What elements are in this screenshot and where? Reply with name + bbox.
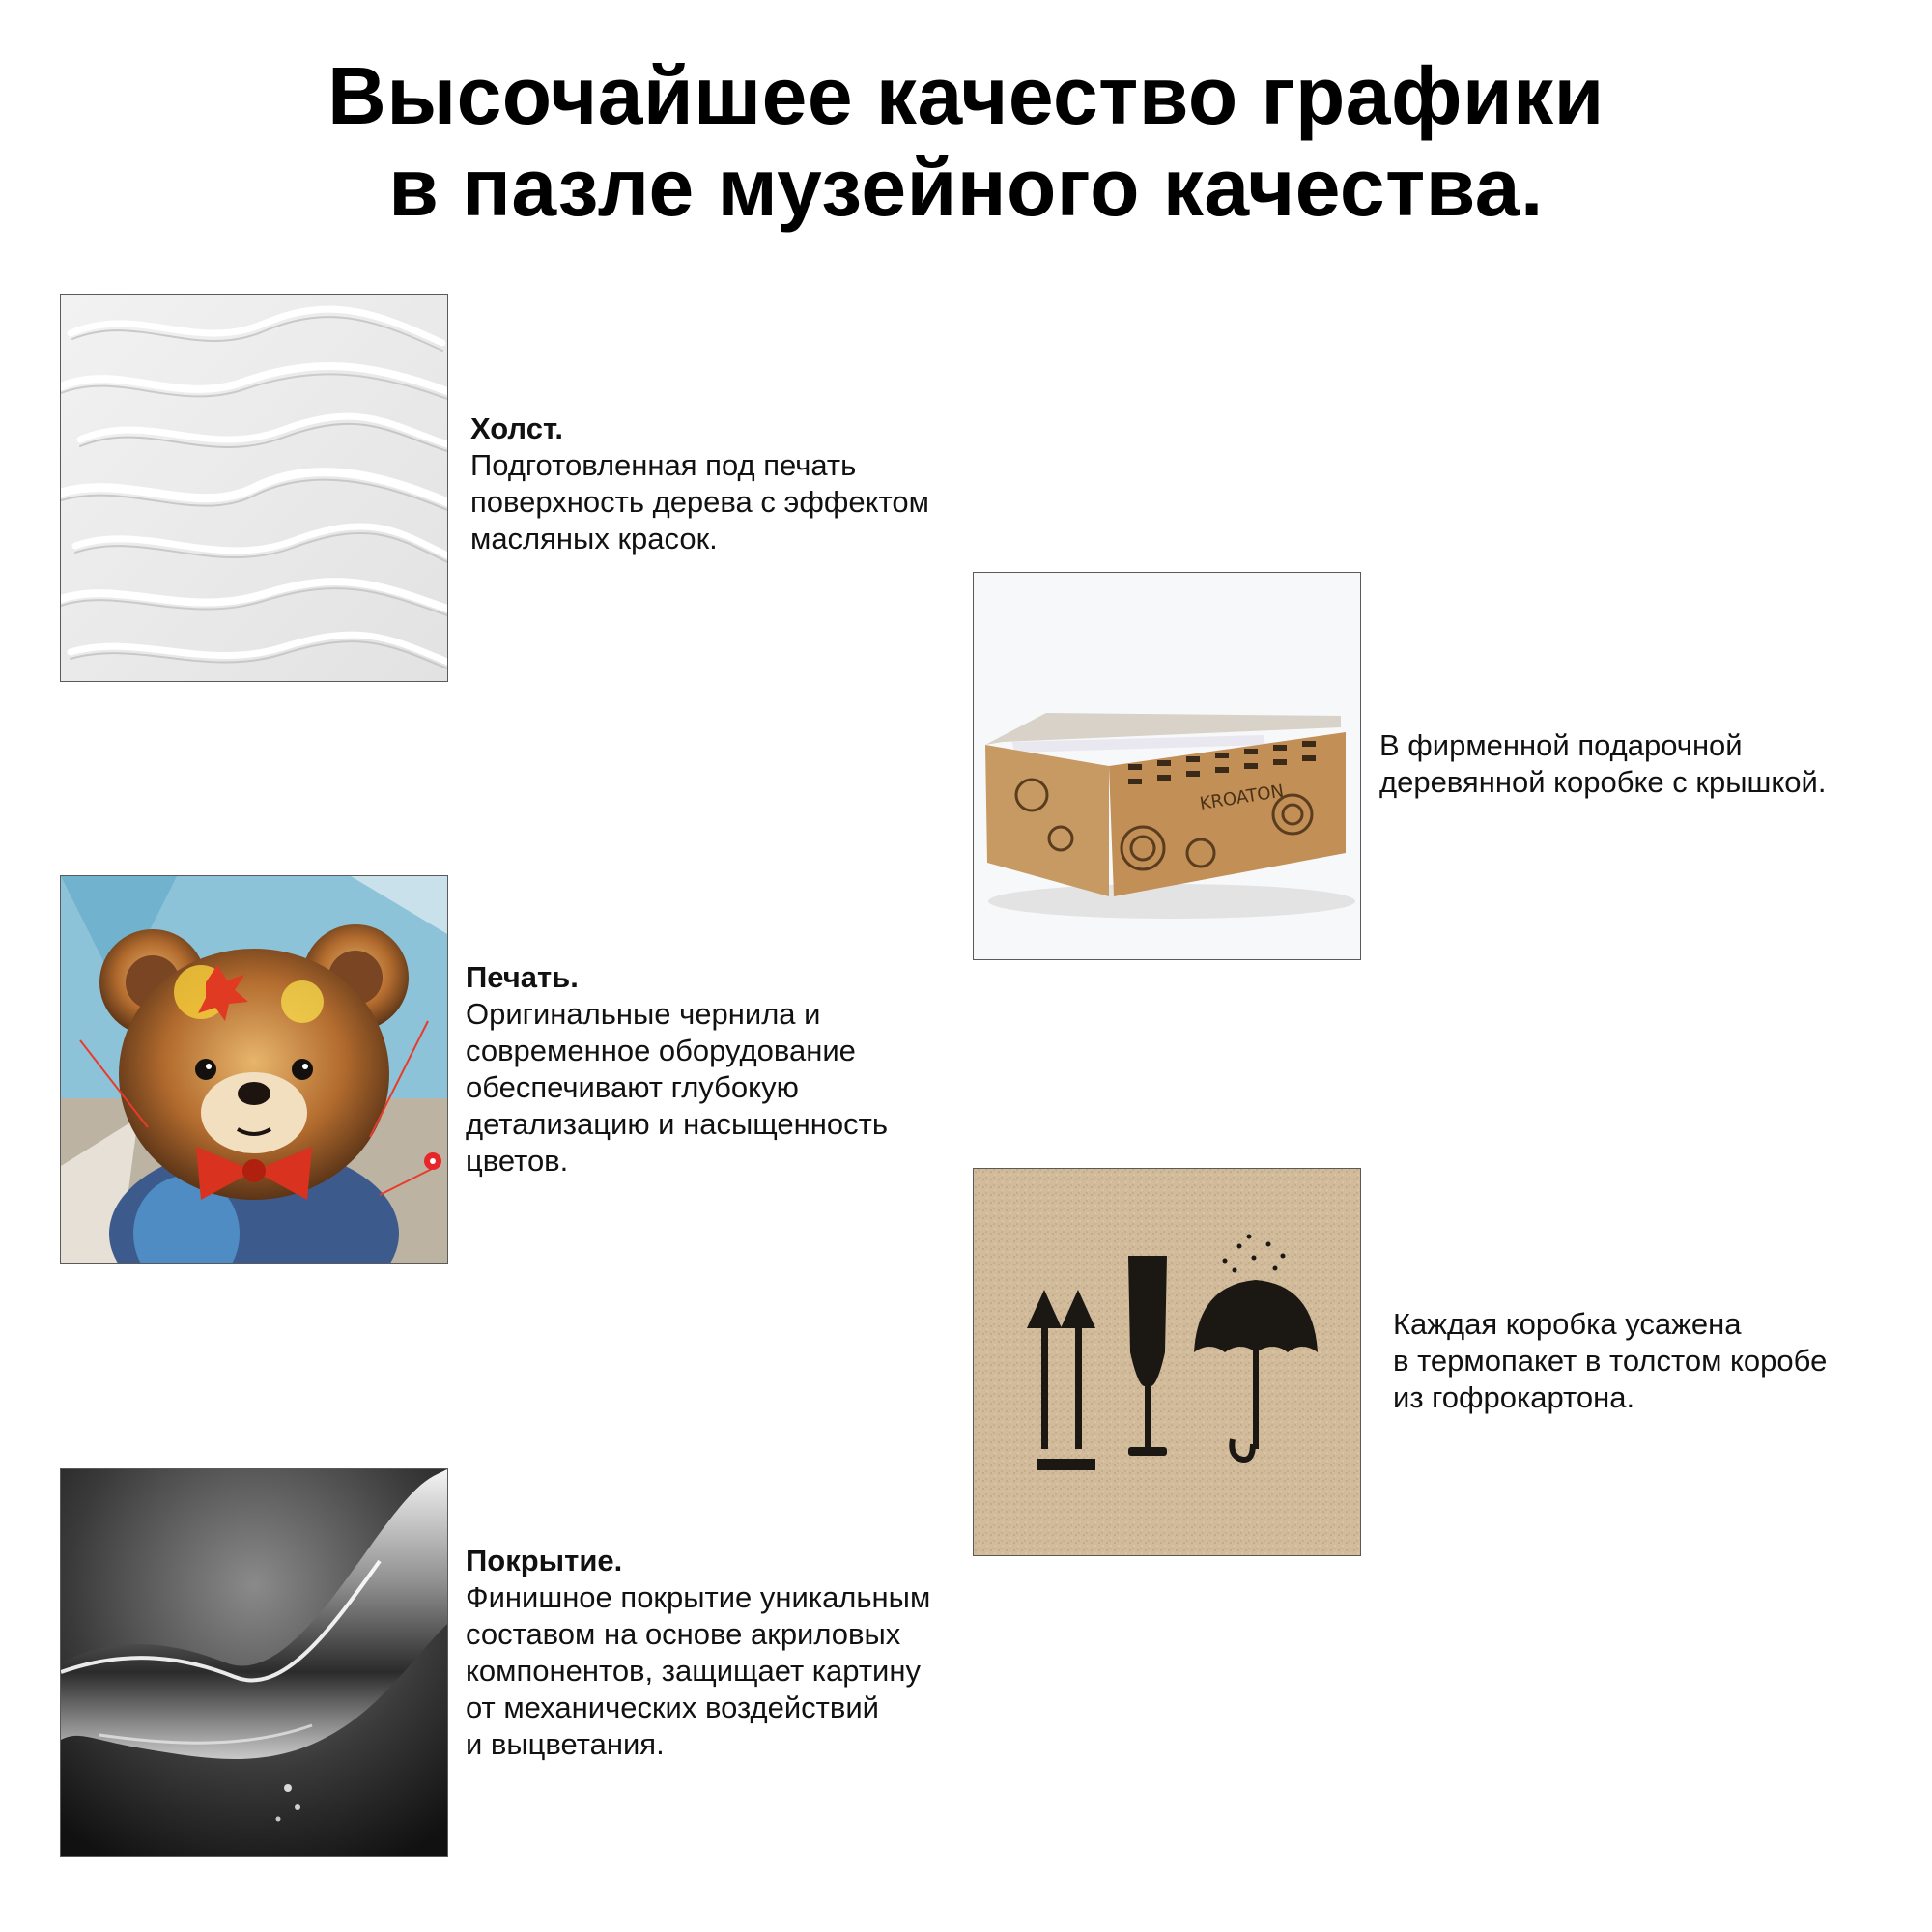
- wooden-gift-box-image: [973, 572, 1361, 960]
- page-headline: [0, 50, 1932, 234]
- gift-box-text-line: деревянной коробке с крышкой.: [1379, 765, 1827, 799]
- coating-title: Покрытие.: [466, 1544, 623, 1577]
- coating-text-line: и выцветания.: [466, 1727, 665, 1761]
- gift-box-text-line: В фирменной подарочной: [1379, 728, 1743, 762]
- canvas-text-line: Подготовленная под печать: [470, 448, 857, 482]
- cardboard-box-image: [973, 1168, 1361, 1556]
- box-brand-label: KROATON: [1198, 781, 1286, 814]
- print-text-line: цветов.: [466, 1144, 569, 1178]
- canvas-text-line: масляных красок.: [470, 522, 718, 555]
- coating-text-line: от механических воздействий: [466, 1690, 879, 1724]
- print-text-line: детализацию и насыщенность: [466, 1107, 888, 1141]
- print-title: Печать.: [466, 960, 579, 994]
- gift-box-caption: [1379, 727, 1826, 801]
- coating-text-line: компонентов, защищает картину: [466, 1654, 921, 1688]
- coating-text-line: Финишное покрытие уникальным: [466, 1580, 931, 1614]
- packaging-text-line: Каждая коробка усажена: [1393, 1307, 1742, 1341]
- coating-caption: [466, 1543, 930, 1763]
- print-text-line: обеспечивают глубокую: [466, 1070, 799, 1104]
- headline-line-2: в пазле музейного качества.: [388, 141, 1544, 233]
- glossy-coating-image: [60, 1468, 448, 1857]
- canvas-title: Холст.: [470, 412, 564, 445]
- teddy-bear-print-image: [60, 875, 448, 1264]
- print-text-line: Оригинальные чернила и: [466, 997, 821, 1031]
- headline-line-1: Высочайшее качество графики: [327, 50, 1605, 141]
- packaging-caption: [1393, 1306, 1827, 1416]
- print-caption: [466, 959, 888, 1179]
- canvas-texture-image: [60, 294, 448, 682]
- print-text-line: современное оборудование: [466, 1034, 856, 1067]
- canvas-text-line: поверхность дерева с эффектом: [470, 485, 929, 519]
- coating-text-line: составом на основе акриловых: [466, 1617, 901, 1651]
- packaging-text-line: в термопакет в толстом коробе: [1393, 1344, 1828, 1378]
- canvas-caption: [470, 411, 929, 557]
- packaging-text-line: из гофрокартона.: [1393, 1380, 1635, 1414]
